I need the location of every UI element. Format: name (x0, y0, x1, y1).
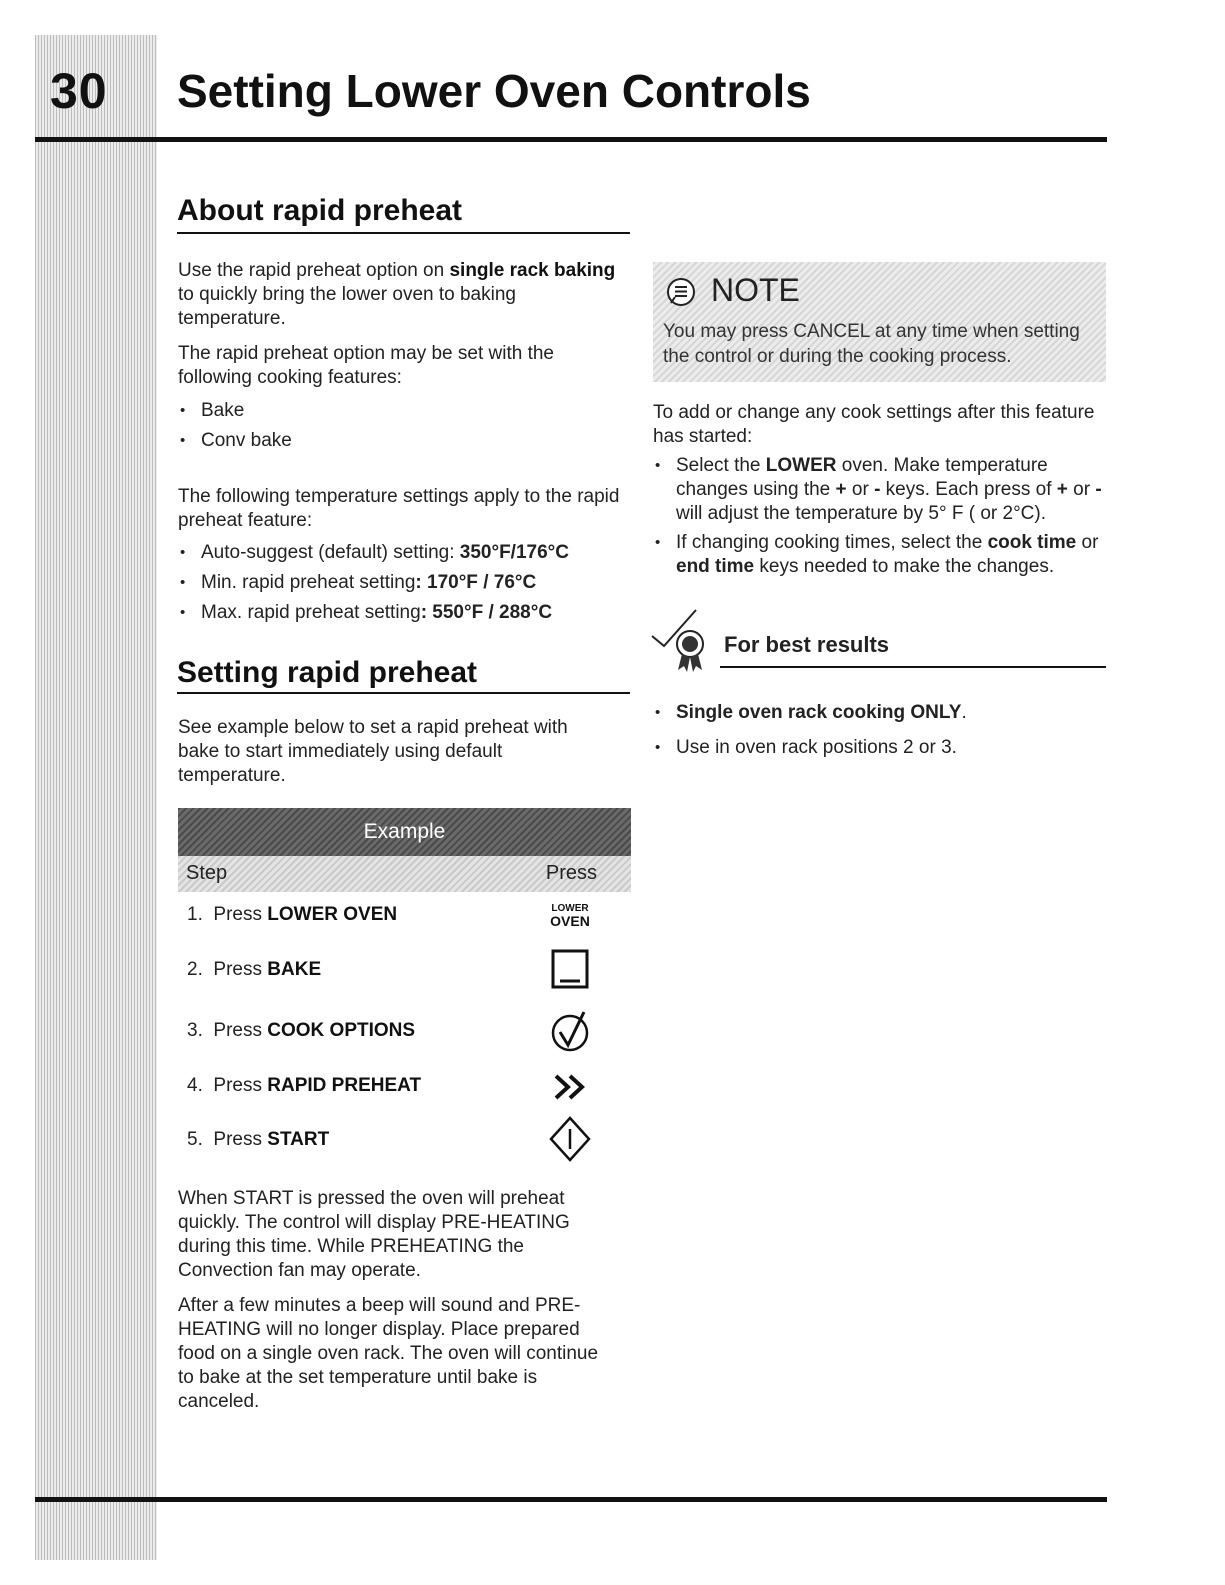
list-item: • Select the LOWER oven. Make temperature changes using the + or - keys. Each press of + or - will adjust the temperature by 5° F ( or 2°C). (653, 454, 1103, 526)
page-number: 30 (50, 63, 108, 119)
double-chevron-icon (540, 1072, 600, 1107)
after-paragraph-1: When START is pressed the oven will preheat quickly. The control will display PRE-HEATING during this time. While PREHEATING the Convection fan may operate. (178, 1188, 570, 1281)
example-column-header (178, 856, 631, 892)
note-title: NOTE (711, 272, 800, 308)
check-circle-icon (540, 1008, 600, 1059)
about-paragraph-1: Use the rapid preheat option on single rack baking to quickly bring the lower oven to baking temperature. (178, 260, 616, 329)
list-item: • If changing cooking times, select the cook time or end time keys needed to make the changes. (653, 531, 1103, 579)
example-header (178, 808, 631, 856)
list-item: • Min. rapid preheat setting: 170°F / 76°C (178, 568, 569, 598)
note-text: You may press CANCEL at any time when setting the control or during the cooking process. (663, 321, 1080, 367)
step-column-label: Step (186, 862, 228, 884)
start-diamond-icon (540, 1115, 600, 1168)
note-icon (665, 276, 697, 308)
setting-intro: See example below to set a rapid preheat with bake to start immediately using default temperature. (178, 717, 568, 786)
example-title: Example (363, 820, 446, 843)
page-title: Setting Lower Oven Controls (177, 65, 811, 117)
list-item: • Max. rapid preheat setting: 550°F / 288°C (178, 598, 569, 628)
best-results-title: For best results (724, 632, 890, 657)
after-paragraph-2: After a few minutes a beep will sound and PRE-HEATING will no longer display. Place prepared food on a single oven rack. The oven will continue to bake at the set temperature until bake is canceled. (178, 1295, 599, 1412)
about-paragraph-2: The rapid preheat option may be set with the following cooking features: (178, 343, 555, 388)
step-2: 2. Press BAKE (187, 959, 322, 980)
ribbon-check-icon (650, 608, 720, 678)
step-5: 5. Press START (187, 1129, 330, 1150)
setting-heading-rule (177, 692, 630, 694)
list-item: • Auto-suggest (default) setting: 350°F/176°C (178, 538, 569, 568)
bake-key-icon (540, 948, 600, 995)
about-paragraph-3: The following temperature settings apply to the rapid preheat feature: (178, 486, 620, 531)
step-4: 4. Press RAPID PREHEAT (187, 1075, 422, 1096)
press-column-label: Press (545, 862, 597, 884)
step-1: 1. Press LOWER OVEN (187, 904, 398, 925)
change-list (653, 454, 1103, 584)
best-results-rule (720, 666, 1106, 668)
list-item: • Conv bake (178, 426, 292, 456)
feature-list (178, 396, 292, 456)
change-intro: To add or change any cook settings after this feature has started: (653, 402, 1095, 447)
about-heading: About rapid preheat (177, 194, 463, 227)
step-3: 3. Press COOK OPTIONS (187, 1020, 416, 1041)
lower-oven-key: LOWER OVEN (550, 903, 590, 929)
note-box (653, 262, 1106, 382)
list-item: • Use in oven rack positions 2 or 3. (653, 730, 1103, 765)
header-rule (35, 137, 1107, 142)
temperature-settings-list (178, 538, 569, 628)
list-item: • Bake (178, 396, 292, 426)
footer-rule (35, 1497, 1107, 1502)
page-side-band (35, 35, 157, 1560)
list-item: • Single oven rack cooking ONLY. (653, 695, 1103, 730)
best-results-list (653, 695, 1103, 765)
setting-heading: Setting rapid preheat (177, 656, 478, 689)
about-heading-rule (177, 232, 630, 234)
